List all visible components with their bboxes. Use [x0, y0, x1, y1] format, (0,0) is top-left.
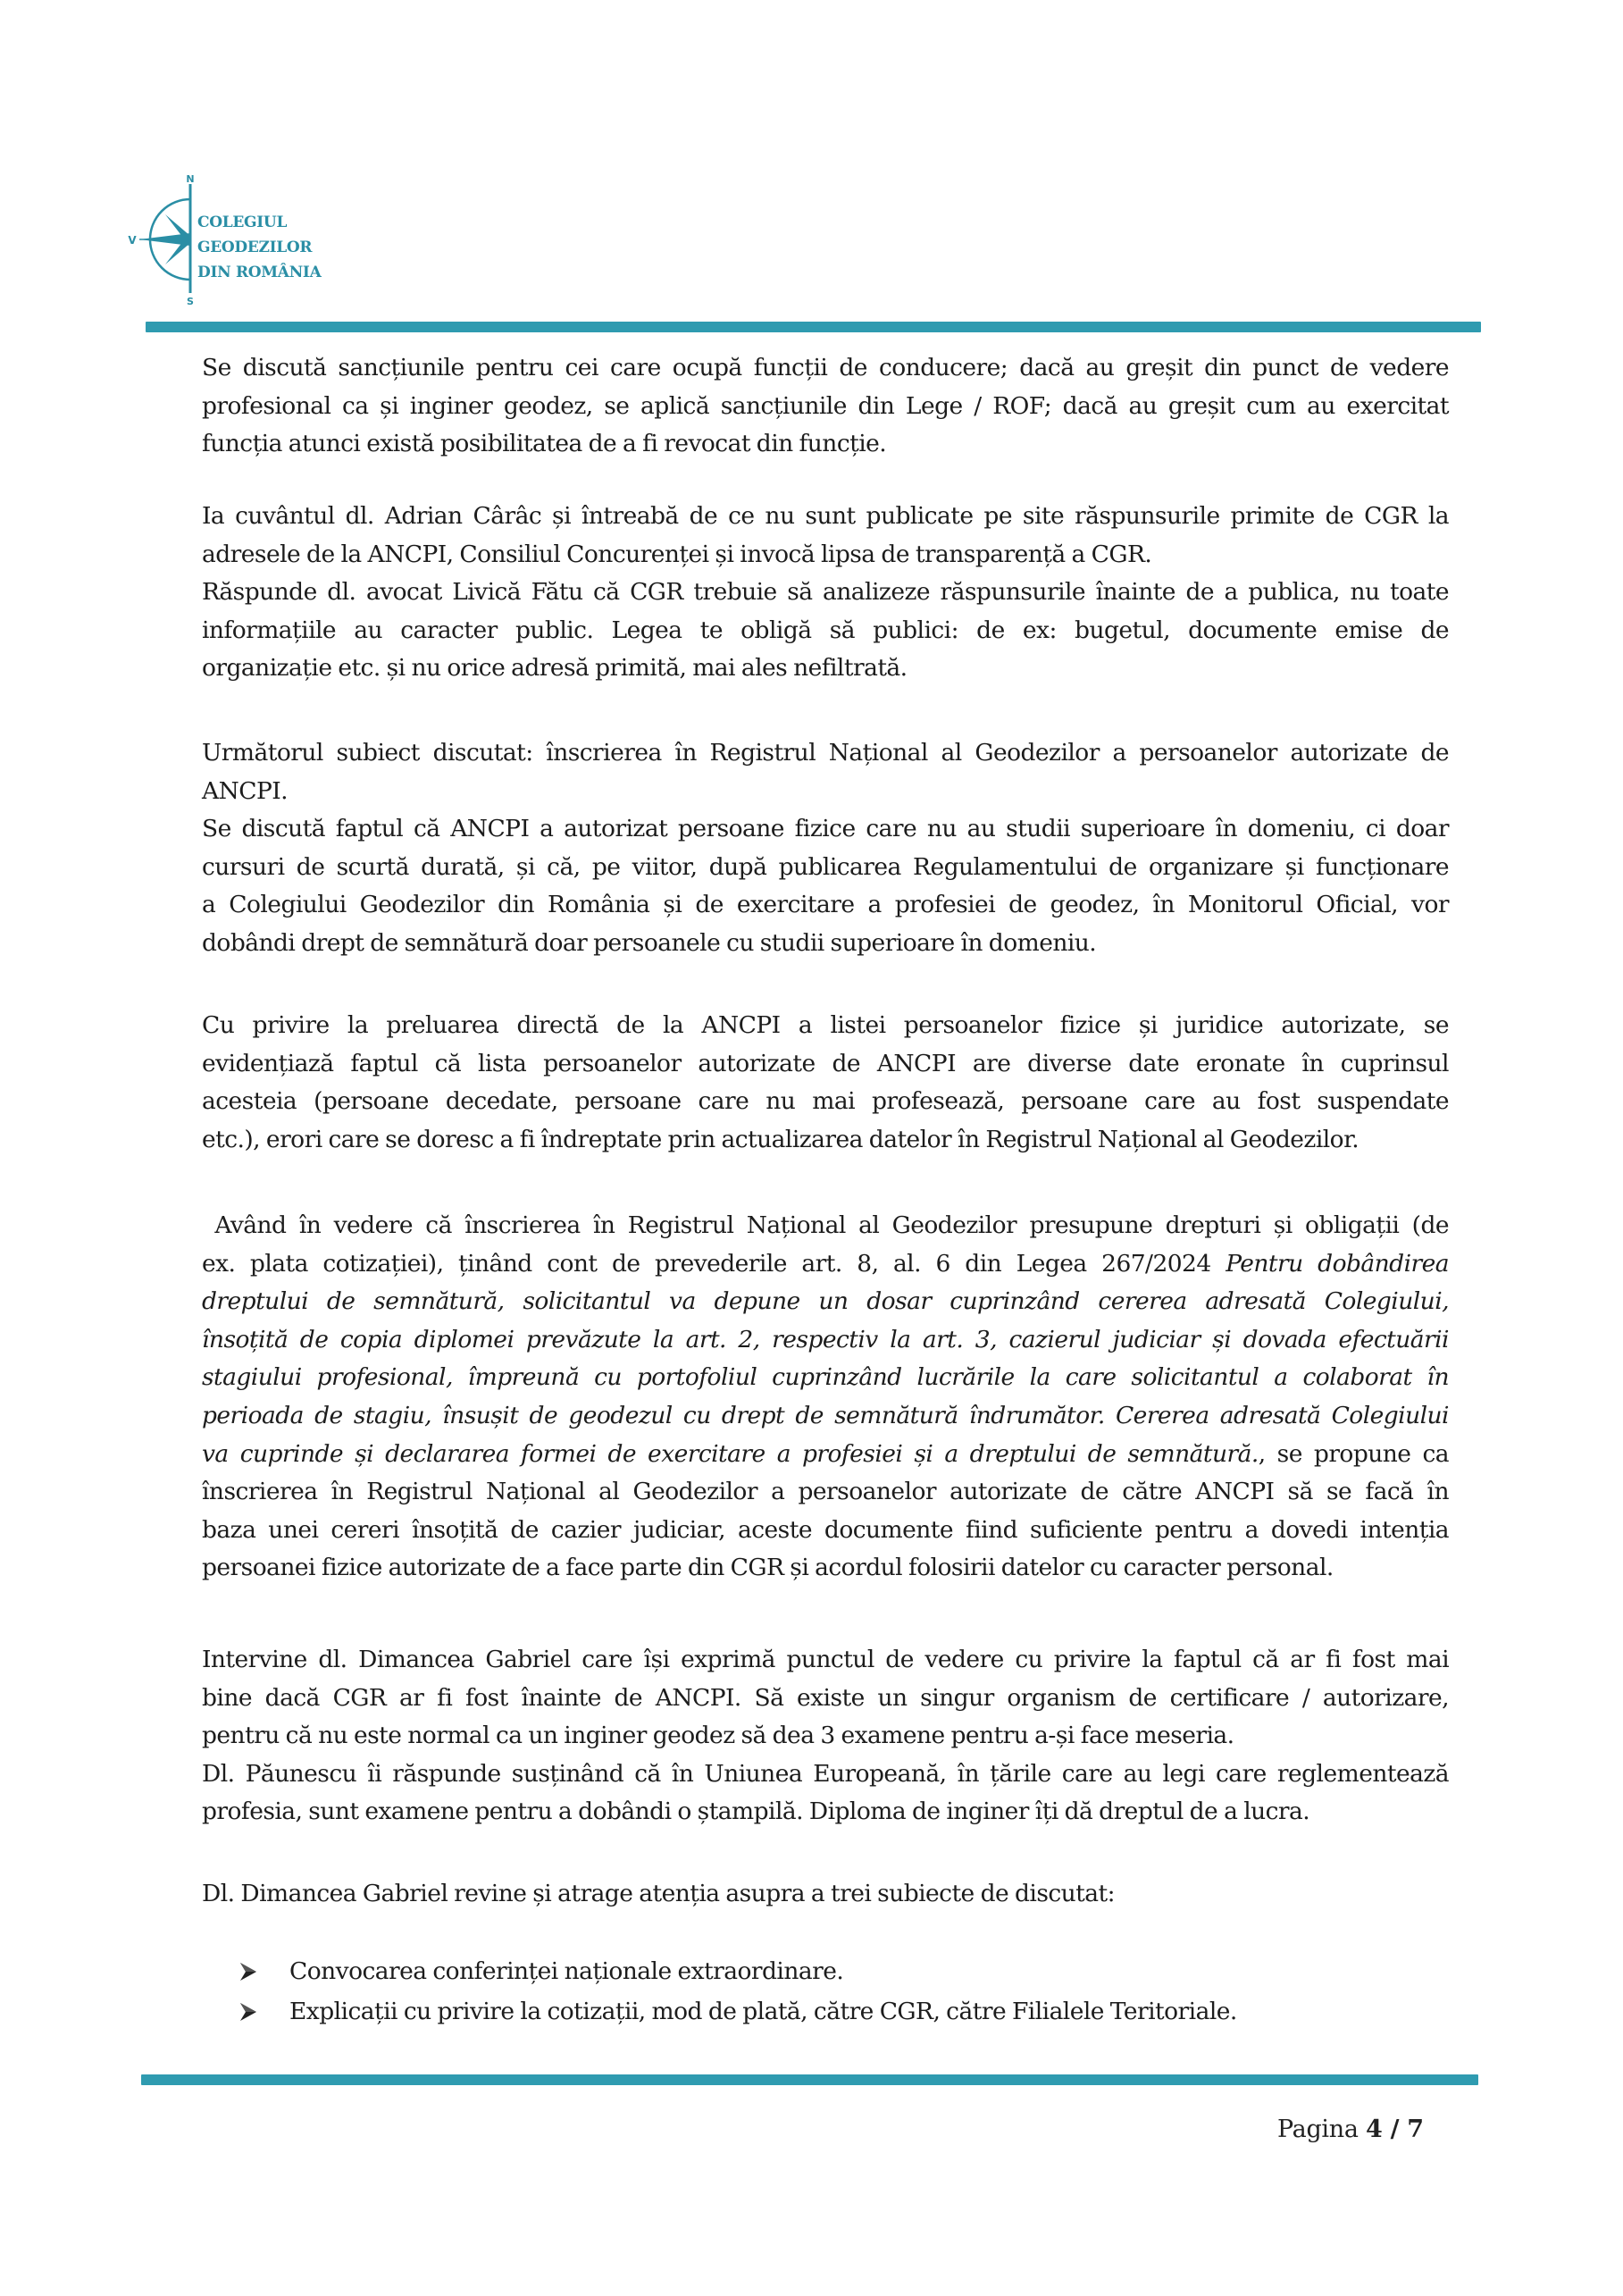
text-line: Intervine dl. Dimancea Gabriel care își exprimă punctul de vedere cu privire la faptul că ar fi fost mai — [202, 1646, 1449, 1673]
text-line: organizație etc. și nu orice adresă primită, mai ales nefiltrată. — [202, 654, 908, 683]
text-line: Se discută sancțiunile pentru cei care ocupă funcții de conducere; dacă au greșit din punct de vedere — [202, 354, 1449, 381]
text-line: etc.), erori care se doresc a fi îndreptate prin actualizarea datelor în Registrul Național al Geodezilor. — [202, 1125, 1359, 1153]
text-line: bine dacă CGR ar fi fost înainte de ANCPI. Să existe un singur organism de certificare / autorizare, — [202, 1683, 1449, 1712]
bullet-text: Convocarea conferinței naționale extraordinare. — [289, 1957, 844, 1985]
text-line: evidențiază faptul că lista persoanelor autorizate de ANCPI are diverse date eronate în cuprinsul — [202, 1049, 1449, 1077]
text-line: profesia, sunt examene pentru a dobândi o ștampilă. Diploma de inginer îți dă dreptul de a lucra. — [202, 1797, 1310, 1826]
compass-rose-icon — [125, 168, 205, 311]
logo-line-3: DIN ROMÂNIA — [197, 264, 322, 281]
compass-south-letter: S — [187, 296, 194, 307]
paragraph-transparency — [202, 498, 1449, 688]
logo-text — [197, 210, 321, 285]
arrow-bullet-icon — [239, 2002, 289, 2022]
text-line: pentru că nu este normal ca un inginer geodez să dea 3 examene pentru a-și face meseria. — [202, 1722, 1234, 1750]
text-segment: , se propune ca — [1258, 1439, 1449, 1468]
text-line: informațiile au caracter public. Legea te obligă să publici: de ex: bugetul, documente emise de — [202, 616, 1449, 644]
total-pages: 7 — [1407, 2116, 1424, 2143]
text-line: funcția atunci există posibilitatea de a fi revocat din funcție. — [202, 430, 887, 458]
logo-colegiul-geodezilor — [125, 168, 339, 311]
header-divider-bar — [146, 322, 1481, 332]
text-line — [202, 1436, 1449, 1474]
paragraph-ancpi-list — [202, 1007, 1449, 1159]
text-line: Se discută faptul că ANCPI a autorizat persoane fizice care nu au studii superioare în domeniu, ci doar — [202, 815, 1449, 843]
law-quote-line: însoțită de copia diplomei prevăzute la art. 2, respectiv la art. 3, cazierul judiciar și dovada efectuării — [202, 1325, 1449, 1353]
text-line: cursuri de scurtă durată, și că, pe viitor, după publicarea Regulamentului de organizare și funcționare — [202, 852, 1449, 881]
arrow-bullet-icon — [239, 1962, 289, 1982]
law-quote-segment: Pentru dobândirea — [1226, 1249, 1449, 1278]
compass-west-letter: V — [128, 234, 137, 247]
bullet-item — [239, 1951, 1490, 1991]
text-line: profesional ca și inginer geodez, se aplică sancțiunile din Lege / ROF; dacă au greșit cum au exercitat — [202, 391, 1449, 420]
text-line: ANCPI. — [202, 776, 289, 805]
paragraph-registry-enrollment — [202, 734, 1449, 963]
page-number — [1277, 2116, 1424, 2143]
paragraph-three-subjects — [202, 1875, 1449, 1914]
text-line: Având în vedere că înscrierea în Registrul Național al Geodezilor presupune drepturi și obligații (de — [202, 1211, 1449, 1239]
logo-line-1: COLEGIUL — [197, 214, 288, 231]
text-line: Următorul subiect discutat: înscrierea în Registrul Național al Geodezilor a persoanelor autorizate de — [202, 739, 1449, 767]
law-quote-line: dreptului de semnătură, solicitantul va depune un dosar cuprinzând cererea adresată Colegiului, — [202, 1287, 1449, 1316]
paragraph-dimancea-intervention — [202, 1641, 1449, 1831]
page-separator: / — [1382, 2116, 1408, 2143]
text-line: dobândi drept de semnătură doar persoanele cu studii superioare în domeniu. — [202, 928, 1097, 957]
text-line: Dl. Dimancea Gabriel revine și atrage atenția asupra a trei subiecte de discutat: — [202, 1880, 1116, 1907]
text-line: Dl. Păunescu îi răspunde susținând că în Uniunea Europeană, în țările care au legi care reglementează — [202, 1759, 1449, 1788]
footer-divider-bar — [141, 2074, 1478, 2085]
bullet-list — [239, 1951, 1490, 2032]
compass-north-letter: N — [186, 173, 195, 185]
paragraph-sanctions — [202, 349, 1449, 464]
text-line: Răspunde dl. avocat Livică Fătu că CGR trebuie să analizeze răspunsurile înainte de a publica, nu toate — [202, 578, 1449, 607]
law-quote-segment: va cuprinde și declararea formei de exercitare a profesiei și a dreptului de semnătură. — [202, 1439, 1259, 1468]
law-quote-line: perioada de stagiu, însușit de geodezul cu drept de semnătură îndrumător. Cererea adresată Colegiului — [202, 1401, 1449, 1429]
bullet-item — [239, 1991, 1490, 2032]
text-line: baza unei cereri însoțită de cazier judiciar, aceste documente fiind suficiente pentru a dovedi intenția — [202, 1515, 1449, 1544]
text-line — [202, 1245, 1449, 1284]
logo-line-2: GEODEZILOR — [197, 239, 313, 256]
text-line: persoanei fizice autorizate de a face parte din CGR și acordul folosirii datelor cu caracter personal. — [202, 1554, 1334, 1582]
text-line: acesteia (persoane decedate, persoane care nu mai profesează, persoane care au fost suspendate — [202, 1087, 1449, 1116]
page-label: Pagina — [1277, 2116, 1359, 2143]
text-line: adresele de la ANCPI, Consiliul Concurenței și invocă lipsa de transparență a CGR. — [202, 540, 1152, 568]
text-line: Cu privire la preluarea directă de la ANCPI a listei persoanelor fizice și juridice autorizate, se — [202, 1011, 1449, 1039]
text-segment: ex. plata cotizației), ținând cont de prevederile art. 8, al. 6 din Legea 267/2024 — [202, 1249, 1226, 1278]
current-page: 4 — [1365, 2116, 1383, 2143]
bullet-text: Explicații cu privire la cotizații, mod de plată, către CGR, către Filialele Teritoriale. — [289, 1998, 1237, 2025]
text-line: Ia cuvântul dl. Adrian Cârâc și întreabă de ce nu sunt publicate pe site răspunsurile primite de CGR la — [202, 502, 1449, 530]
law-quote-line: stagiului profesional, împreună cu portofoliul cuprinzând lucrările la care solicitantul a colaborat în — [202, 1363, 1449, 1392]
paragraph-legal-requirements — [202, 1207, 1449, 1588]
text-line: a Colegiului Geodezilor din România și de exercitare a profesiei de geodez, în Monitorul Oficial, vor — [202, 891, 1449, 919]
text-line: înscrierea în Registrul Național al Geodezilor a persoanelor autorizate de către ANCPI să se facă în — [202, 1478, 1449, 1506]
